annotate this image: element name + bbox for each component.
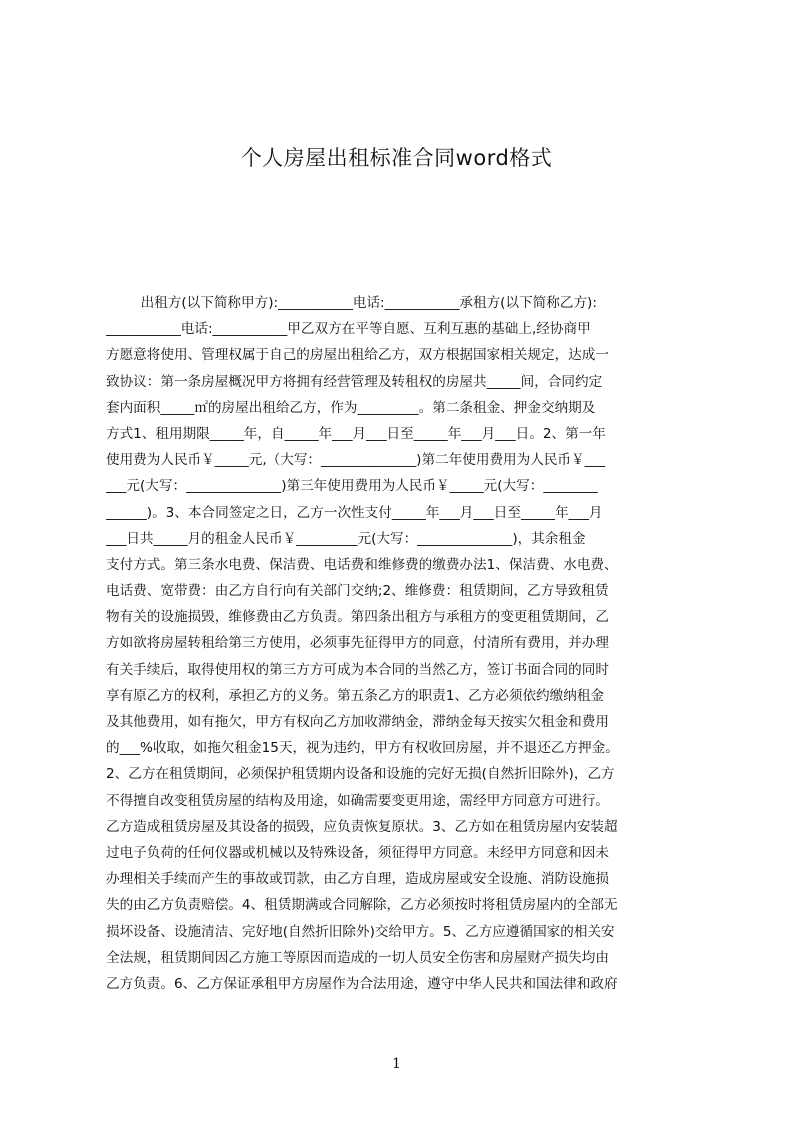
body-line-7: 使用费为人民币￥_____元,（大写：______________)第二年使用费用为人民币￥___ (106, 452, 605, 469)
body-line-3: 方愿意将使用、管理权属于自己的房屋出租给乙方，双方根据国家相关规定，达成一 (106, 347, 609, 364)
body-line-6: 方式1、租用期限_____年，自_____年___月___日至_____年___月___日。2、第一年 (106, 425, 606, 442)
body-line-26: 全法规，租赁期间因乙方施工等原因而造成的一切人员安全伤害和房屋财产损失均由 (106, 949, 609, 966)
body-line-4: 致协议：第一条房屋概况甲方将拥有经营管理及转租权的房屋共_____间，合同约定 (106, 373, 603, 390)
contract-body (106, 290, 697, 997)
body-line-14: 方如欲将房屋转租给第三方使用，必须事先征得甲方的同意，付清所有费用，并办理 (106, 635, 609, 652)
body-line-23: 办理相关手续而产生的事故或罚款，由乙方自理，造成房屋或安全设施、消防设施损 (106, 871, 609, 888)
body-line-18: 的___%收取，如拖欠租金15天，视为违约，甲方有权收回房屋，并不退还乙方押金。 (106, 740, 619, 757)
body-line-2: ___________电话:___________甲乙双方在平等自愿、互利互惠的基础上,经协商甲 (106, 321, 591, 338)
body-line-25: 损坏设备、设施清洁、完好地(自然折旧除外)交给甲方。5、乙方应遵循国家的相关安 (106, 923, 615, 940)
body-line-24: 失的由乙方负责赔偿。4、租赁期满或合同解除，乙方必须按时将租赁房屋内的全部无 (106, 897, 618, 914)
body-line-20: 不得擅自改变租赁房屋的结构及用途，如确需要变更用途，需经甲方同意方可进行。 (106, 792, 609, 809)
body-line-16: 享有原乙方的权利，承担乙方的义务。第五条乙方的职责1、乙方必须依约缴纳租金 (106, 687, 605, 704)
body-line-15: 有关手续后，取得使用权的第三方方可成为本合同的当然乙方，签订书面合同的同时 (106, 661, 609, 678)
body-line-1: 出租方(以下简称甲方):___________电话:___________承租方(以下简称乙方): (106, 295, 597, 311)
document-title: 个人房屋出租标准合同word格式 (240, 146, 553, 170)
page-number: 1 (392, 1056, 401, 1072)
body-line-5: 套内面积_____㎡的房屋出租给乙方，作为_________。第二条租金、押金交纳期及 (106, 399, 596, 416)
body-line-19: 2、乙方在租赁期间，必须保护租赁期内设备和设施的完好无损(自然折旧除外)，乙方 (106, 766, 615, 783)
body-line-10: ___日共_____月的租金人民币￥_________元(大写：______________)，其余租金 (106, 530, 586, 547)
body-line-21: 乙方造成租赁房屋及其设备的损毁，应负责恢复原状。3、乙方如在租赁房屋内安装超 (106, 818, 618, 835)
body-line-17: 及其他费用，如有拖欠，甲方有权向乙方加收滞纳金，滞纳金每天按实欠租金和费用 (106, 714, 609, 730)
body-line-22: 过电子负荷的任何仪器或机械以及特殊设备，须征得甲方同意。未经甲方同意和因未 (106, 844, 609, 861)
body-line-9: ______)。3、本合同签定之日，乙方一次性支付_____年___月___日至_____年___月 (106, 504, 603, 521)
body-line-12: 电话费、宽带费：由乙方自行向有关部门交纳;2、维修费：租赁期间，乙方导致租赁 (106, 583, 609, 600)
body-line-11: 支付方式。第三条水电费、保洁费、电话费和维修费的缴费办法1、保洁费、水电费、 (106, 556, 618, 573)
body-line-27: 乙方负责。6、乙方保证承租甲方房屋作为合法用途，遵守中华人民共和国法律和政府 (106, 975, 618, 992)
body-line-8: ___元(大写：______________)第三年使用费用为人民币￥_____元(大写：________ (106, 478, 598, 495)
body-line-13: 物有关的设施损毁，维修费由乙方负责。第四条出租方与承租方的变更租赁期间，乙 (106, 609, 609, 626)
